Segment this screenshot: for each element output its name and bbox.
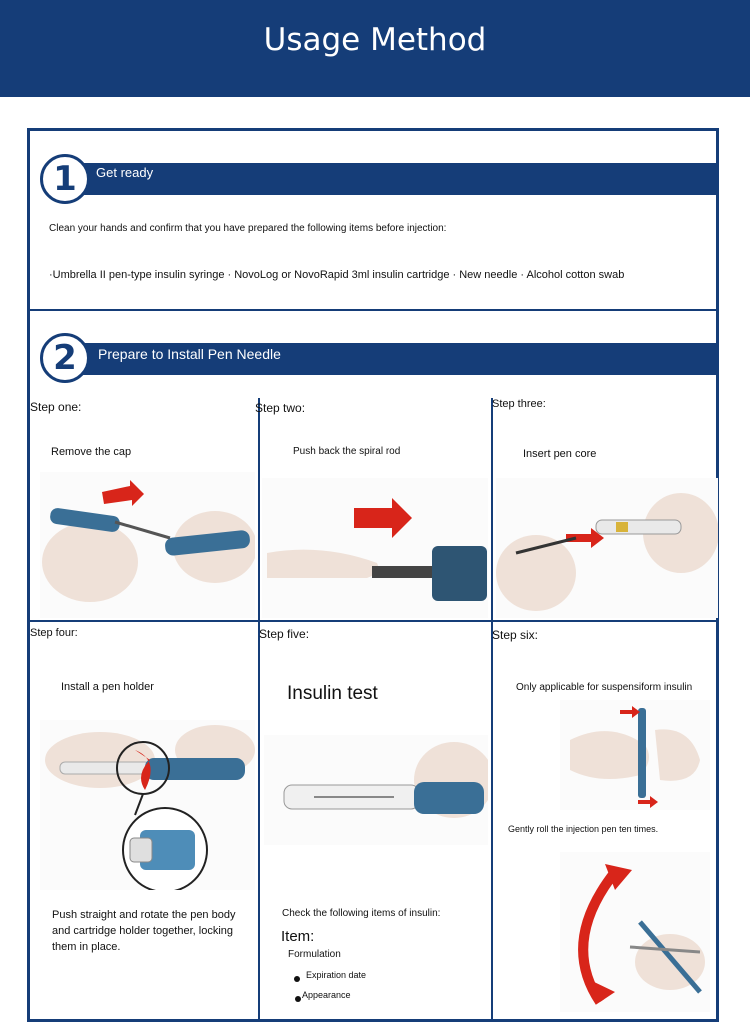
step-four-note: Push straight and rotate the pen body and cartridge holder together, locking them in place. — [52, 909, 236, 953]
section1-items: ·Umbrella II pen-type insulin syringe · NovoLog or NovoRapid 3ml insulin cartridge · New needle · Alcohol cotton swab — [49, 269, 625, 281]
step-six-roll-illustration — [560, 700, 710, 810]
section1-number-badge: 1 — [40, 154, 90, 204]
step-five-illustration — [264, 735, 488, 845]
page-title: Usage Method — [263, 22, 487, 58]
step-five-item-expiration: Expiration date — [306, 970, 367, 980]
section-divider — [29, 309, 719, 311]
step-five-item-title: Item: — [281, 928, 315, 945]
step-two-heading: Step two: — [255, 401, 306, 415]
section1-band — [60, 163, 719, 195]
step-one-caption: Remove the cap — [51, 446, 132, 458]
section2-number-badge: 2 — [40, 333, 90, 383]
step-five-heading: Step five: — [259, 627, 310, 641]
step-six-shake-illustration — [560, 852, 710, 1012]
step-six-note: Gently roll the injection pen ten times. — [508, 824, 659, 834]
step-two-caption: Push back the spiral rod — [293, 446, 401, 457]
grid-divider — [258, 398, 260, 1020]
step-five-item-formulation: Formulation — [288, 949, 341, 960]
step-three-illustration — [496, 478, 718, 618]
grid-divider — [29, 620, 719, 622]
bullet-icon — [295, 996, 301, 1002]
step-six-caption: Only applicable for suspensiform insulin — [516, 682, 693, 693]
bullet-icon — [294, 976, 300, 982]
step-four-heading: Step four: — [30, 627, 78, 639]
step-three-heading: Step three: — [492, 398, 546, 410]
step-three-caption: Insert pen core — [523, 448, 597, 460]
step-four-illustration — [40, 720, 255, 890]
step-two-illustration — [262, 478, 488, 618]
section2-title: Prepare to Install Pen Needle — [98, 346, 281, 362]
step-five-caption: Insulin test — [287, 683, 378, 704]
step-one-illustration — [40, 472, 255, 618]
section1-title: Get ready — [96, 165, 154, 180]
step-five-item-appearance: Appearance — [302, 990, 351, 1000]
step-six-heading: Step six: — [492, 628, 539, 642]
grid-divider — [491, 398, 493, 1020]
step-five-note: Check the following items of insulin: — [282, 908, 441, 919]
step-four-caption: Install a pen holder — [61, 681, 154, 693]
step-one-heading: Step one: — [30, 400, 82, 414]
section1-instruction: Clean your hands and confirm that you have prepared the following items before injection: — [49, 223, 447, 234]
